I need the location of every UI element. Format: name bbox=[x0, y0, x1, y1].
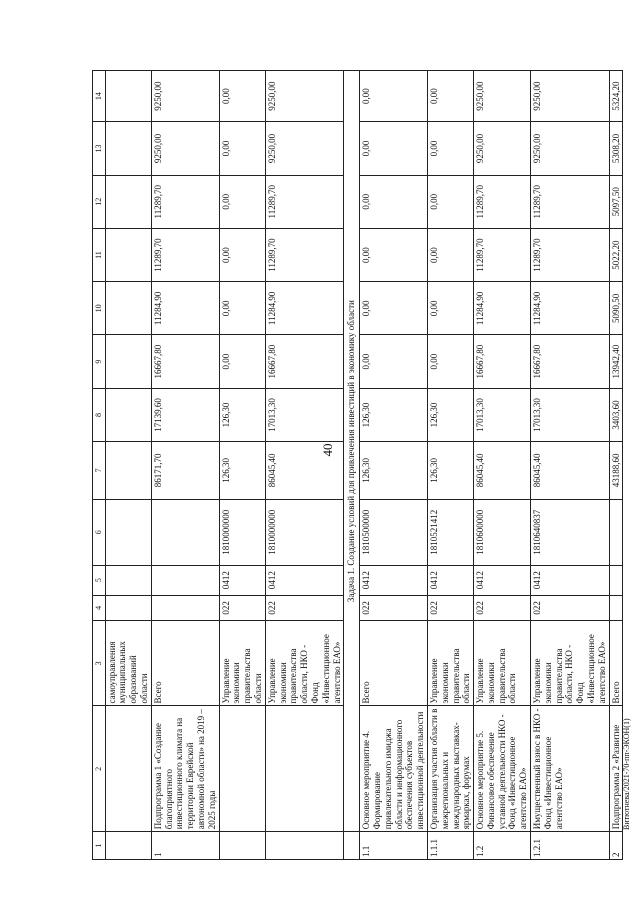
table-cell: 11284,90 bbox=[474, 282, 531, 335]
table-cell: 0,00 bbox=[360, 122, 428, 175]
table-cell: 1.2.1 bbox=[531, 832, 610, 860]
column-header: 7 bbox=[93, 442, 106, 500]
table-cell: 0,00 bbox=[427, 282, 473, 335]
table-cell: 3403,60 bbox=[609, 388, 623, 441]
table-cell: 1810500000 bbox=[360, 499, 428, 565]
table-cell: 9250,00 bbox=[474, 71, 531, 122]
table-cell: 0,00 bbox=[427, 335, 473, 388]
table-cell bbox=[609, 499, 623, 565]
table-cell: 0,00 bbox=[360, 175, 428, 228]
table-cell: 0,00 bbox=[219, 122, 265, 175]
table-cell bbox=[105, 499, 151, 565]
table-cell: 9250,00 bbox=[531, 122, 610, 175]
table-cell: 1.2 bbox=[474, 832, 531, 860]
table-cell: 11289,70 bbox=[531, 228, 610, 281]
table-cell bbox=[265, 832, 344, 860]
table-cell: Управление экономики правительства области bbox=[427, 621, 473, 706]
column-header: 2 bbox=[93, 706, 106, 832]
table-cell: Организация участия области в межрегиональных и международных выставках-ярмарках, форумах bbox=[427, 706, 473, 832]
table-cell: 9250,00 bbox=[265, 122, 344, 175]
table-cell: 11284,90 bbox=[265, 282, 344, 335]
table-cell: 0412 bbox=[219, 565, 265, 595]
table-cell: 5097,50 bbox=[609, 175, 623, 228]
table-cell: 1.1.1 bbox=[427, 832, 473, 860]
table-cell bbox=[105, 122, 151, 175]
table-cell: 0,00 bbox=[360, 335, 428, 388]
table-cell bbox=[105, 228, 151, 281]
table-cell: Всего bbox=[151, 621, 219, 706]
table-cell: Управление экономики правительства области, НКО - Фонд «Инвестиционное агентство ЕАО» bbox=[531, 621, 610, 706]
table-cell: 126,30 bbox=[360, 442, 428, 500]
table-cell: 0,00 bbox=[219, 282, 265, 335]
column-header: 8 bbox=[93, 388, 106, 441]
task-heading-cell: Задача 1. Создание условий для привлечения инвестиций в экономику области bbox=[344, 71, 360, 832]
table-cell bbox=[609, 565, 623, 595]
table-cell bbox=[105, 388, 151, 441]
table-cell: 0,00 bbox=[427, 71, 473, 122]
table-cell: 0,00 bbox=[360, 282, 428, 335]
table-cell bbox=[219, 706, 265, 832]
column-header: 3 bbox=[93, 621, 106, 706]
table-cell: Имущественный взнос в НКО - Фонд «Инвестиционное агентство ЕАО» bbox=[531, 706, 610, 832]
table-cell bbox=[344, 832, 360, 860]
column-header: 13 bbox=[93, 122, 106, 175]
table-cell: 11289,70 bbox=[151, 228, 219, 281]
table-cell: 1810000000 bbox=[265, 499, 344, 565]
table-cell: 126,30 bbox=[360, 388, 428, 441]
table-cell: 11289,70 bbox=[474, 228, 531, 281]
table-row bbox=[531, 71, 610, 860]
column-header: 12 bbox=[93, 175, 106, 228]
table-cell: Подпрограмма 1 «Создание благоприятного инвестиционного климата на территории Еврейской автономной области» на 2019 – 2025 годы bbox=[151, 706, 219, 832]
table-cell: 11289,70 bbox=[265, 175, 344, 228]
column-header: 10 bbox=[93, 282, 106, 335]
table-cell: Подпрограмма 2 «Развитие bbox=[609, 706, 623, 832]
table-cell: 11284,90 bbox=[151, 282, 219, 335]
table-cell bbox=[151, 595, 219, 621]
table-cell: 9250,00 bbox=[151, 122, 219, 175]
table-row bbox=[151, 71, 219, 860]
table-cell bbox=[105, 71, 151, 122]
table-row bbox=[360, 71, 428, 860]
table-cell: 022 bbox=[219, 595, 265, 621]
budget-table-container bbox=[92, 70, 621, 860]
table-cell bbox=[105, 832, 151, 860]
table-cell: Основное мероприятие 4. Формирование привлекательного имиджа области и информационного обеспечения субъектов инвестиционной деятельности bbox=[360, 706, 428, 832]
table-cell: 126,30 bbox=[219, 388, 265, 441]
table-row bbox=[474, 71, 531, 860]
table-cell: 0,00 bbox=[360, 228, 428, 281]
table-cell: 022 bbox=[265, 595, 344, 621]
table-cell: 1810000000 bbox=[219, 499, 265, 565]
table-cell bbox=[105, 706, 151, 832]
document-footer-code: Витютнева/2021-70-пп-ЭКОН(1) bbox=[622, 718, 631, 830]
table-row bbox=[344, 71, 360, 860]
table-cell bbox=[105, 175, 151, 228]
table-cell: 11289,70 bbox=[265, 228, 344, 281]
table-cell: 1810600000 bbox=[474, 499, 531, 565]
table-cell: 5022,20 bbox=[609, 228, 623, 281]
table-cell: 16667,80 bbox=[265, 335, 344, 388]
table-cell: 1810521412 bbox=[427, 499, 473, 565]
table-cell: 0412 bbox=[360, 565, 428, 595]
table-cell bbox=[609, 595, 623, 621]
table-cell: 9250,00 bbox=[151, 71, 219, 122]
table-cell: 022 bbox=[474, 595, 531, 621]
table-cell: 86045,40 bbox=[265, 442, 344, 500]
table-cell: 022 bbox=[531, 595, 610, 621]
table-body bbox=[105, 71, 623, 860]
table-cell bbox=[265, 706, 344, 832]
table-cell: 022 bbox=[427, 595, 473, 621]
column-header: 1 bbox=[93, 832, 106, 860]
table-cell: Управление экономики правительства области bbox=[219, 621, 265, 706]
table-cell: Всего bbox=[360, 621, 428, 706]
table-cell: 16667,80 bbox=[151, 335, 219, 388]
table-cell: 0,00 bbox=[360, 71, 428, 122]
column-header: 9 bbox=[93, 335, 106, 388]
table-cell: 2 bbox=[609, 832, 623, 860]
table-cell: 1810640837 bbox=[531, 499, 610, 565]
column-header: 5 bbox=[93, 565, 106, 595]
table-row bbox=[265, 71, 344, 860]
column-header: 6 bbox=[93, 499, 106, 565]
table-cell: Основное мероприятие 5. Финансовое обеспечение уставной деятельности НКО - Фонд «Инвестиционное агентство ЕАО» bbox=[474, 706, 531, 832]
table-cell: 11289,70 bbox=[151, 175, 219, 228]
table-cell: 43188,60 bbox=[609, 442, 623, 500]
table-cell: 126,30 bbox=[427, 442, 473, 500]
table-cell: 0412 bbox=[531, 565, 610, 595]
table-cell: Управление экономики правительства области, НКО - Фонд «Инвестиционное агентство ЕАО» bbox=[265, 621, 344, 706]
table-cell: 9250,00 bbox=[531, 71, 610, 122]
table-cell: 11289,70 bbox=[474, 175, 531, 228]
table-cell: 0412 bbox=[474, 565, 531, 595]
table-cell: 86045,40 bbox=[474, 442, 531, 500]
table-cell: 126,30 bbox=[219, 442, 265, 500]
table-cell: 17139,60 bbox=[151, 388, 219, 441]
budget-table bbox=[92, 70, 623, 860]
column-header: 4 bbox=[93, 595, 106, 621]
table-cell: 022 bbox=[360, 595, 428, 621]
table-cell bbox=[151, 565, 219, 595]
table-cell bbox=[105, 442, 151, 500]
table-cell: Управление экономики правительства области bbox=[474, 621, 531, 706]
table-cell: 1.1 bbox=[360, 832, 428, 860]
table-cell: Всего bbox=[609, 621, 623, 706]
table-cell bbox=[105, 595, 151, 621]
table-cell: 13942,40 bbox=[609, 335, 623, 388]
table-cell: 0,00 bbox=[427, 228, 473, 281]
table-cell: 5324,20 bbox=[609, 71, 623, 122]
table-row bbox=[105, 71, 151, 860]
table-cell: 16667,80 bbox=[531, 335, 610, 388]
table-cell bbox=[219, 832, 265, 860]
table-cell: 0412 bbox=[265, 565, 344, 595]
table-cell: 0,00 bbox=[219, 71, 265, 122]
table-cell: 16667,80 bbox=[474, 335, 531, 388]
table-row bbox=[219, 71, 265, 860]
table-cell: 17013,30 bbox=[474, 388, 531, 441]
table-cell: 5308,20 bbox=[609, 122, 623, 175]
table-cell: 5090,50 bbox=[609, 282, 623, 335]
table-cell bbox=[105, 282, 151, 335]
table-row bbox=[609, 71, 623, 860]
table-cell: 17013,30 bbox=[531, 388, 610, 441]
table-cell: 9250,00 bbox=[474, 122, 531, 175]
table-cell: 0,00 bbox=[219, 335, 265, 388]
table-cell: 9250,00 bbox=[265, 71, 344, 122]
table-header-row bbox=[93, 71, 106, 860]
page-number: 40 bbox=[320, 443, 335, 457]
table-cell: 0,00 bbox=[427, 122, 473, 175]
table-cell: самоуправления муниципальных образований области bbox=[105, 621, 151, 706]
table-cell: 1 bbox=[151, 832, 219, 860]
table-cell: 0,00 bbox=[219, 228, 265, 281]
table-cell: 86171,70 bbox=[151, 442, 219, 500]
table-cell: 11284,90 bbox=[531, 282, 610, 335]
table-row bbox=[427, 71, 473, 860]
table-cell bbox=[105, 335, 151, 388]
table-cell bbox=[151, 499, 219, 565]
table-cell: 0,00 bbox=[219, 175, 265, 228]
table-cell: 126,30 bbox=[427, 388, 473, 441]
column-header: 14 bbox=[93, 71, 106, 122]
table-cell: 0412 bbox=[427, 565, 473, 595]
column-header: 11 bbox=[93, 228, 106, 281]
table-cell bbox=[105, 565, 151, 595]
table-cell: 17013,30 bbox=[265, 388, 344, 441]
table-cell: 86045,40 bbox=[531, 442, 610, 500]
table-cell: 11289,70 bbox=[531, 175, 610, 228]
table-cell: 0,00 bbox=[427, 175, 473, 228]
